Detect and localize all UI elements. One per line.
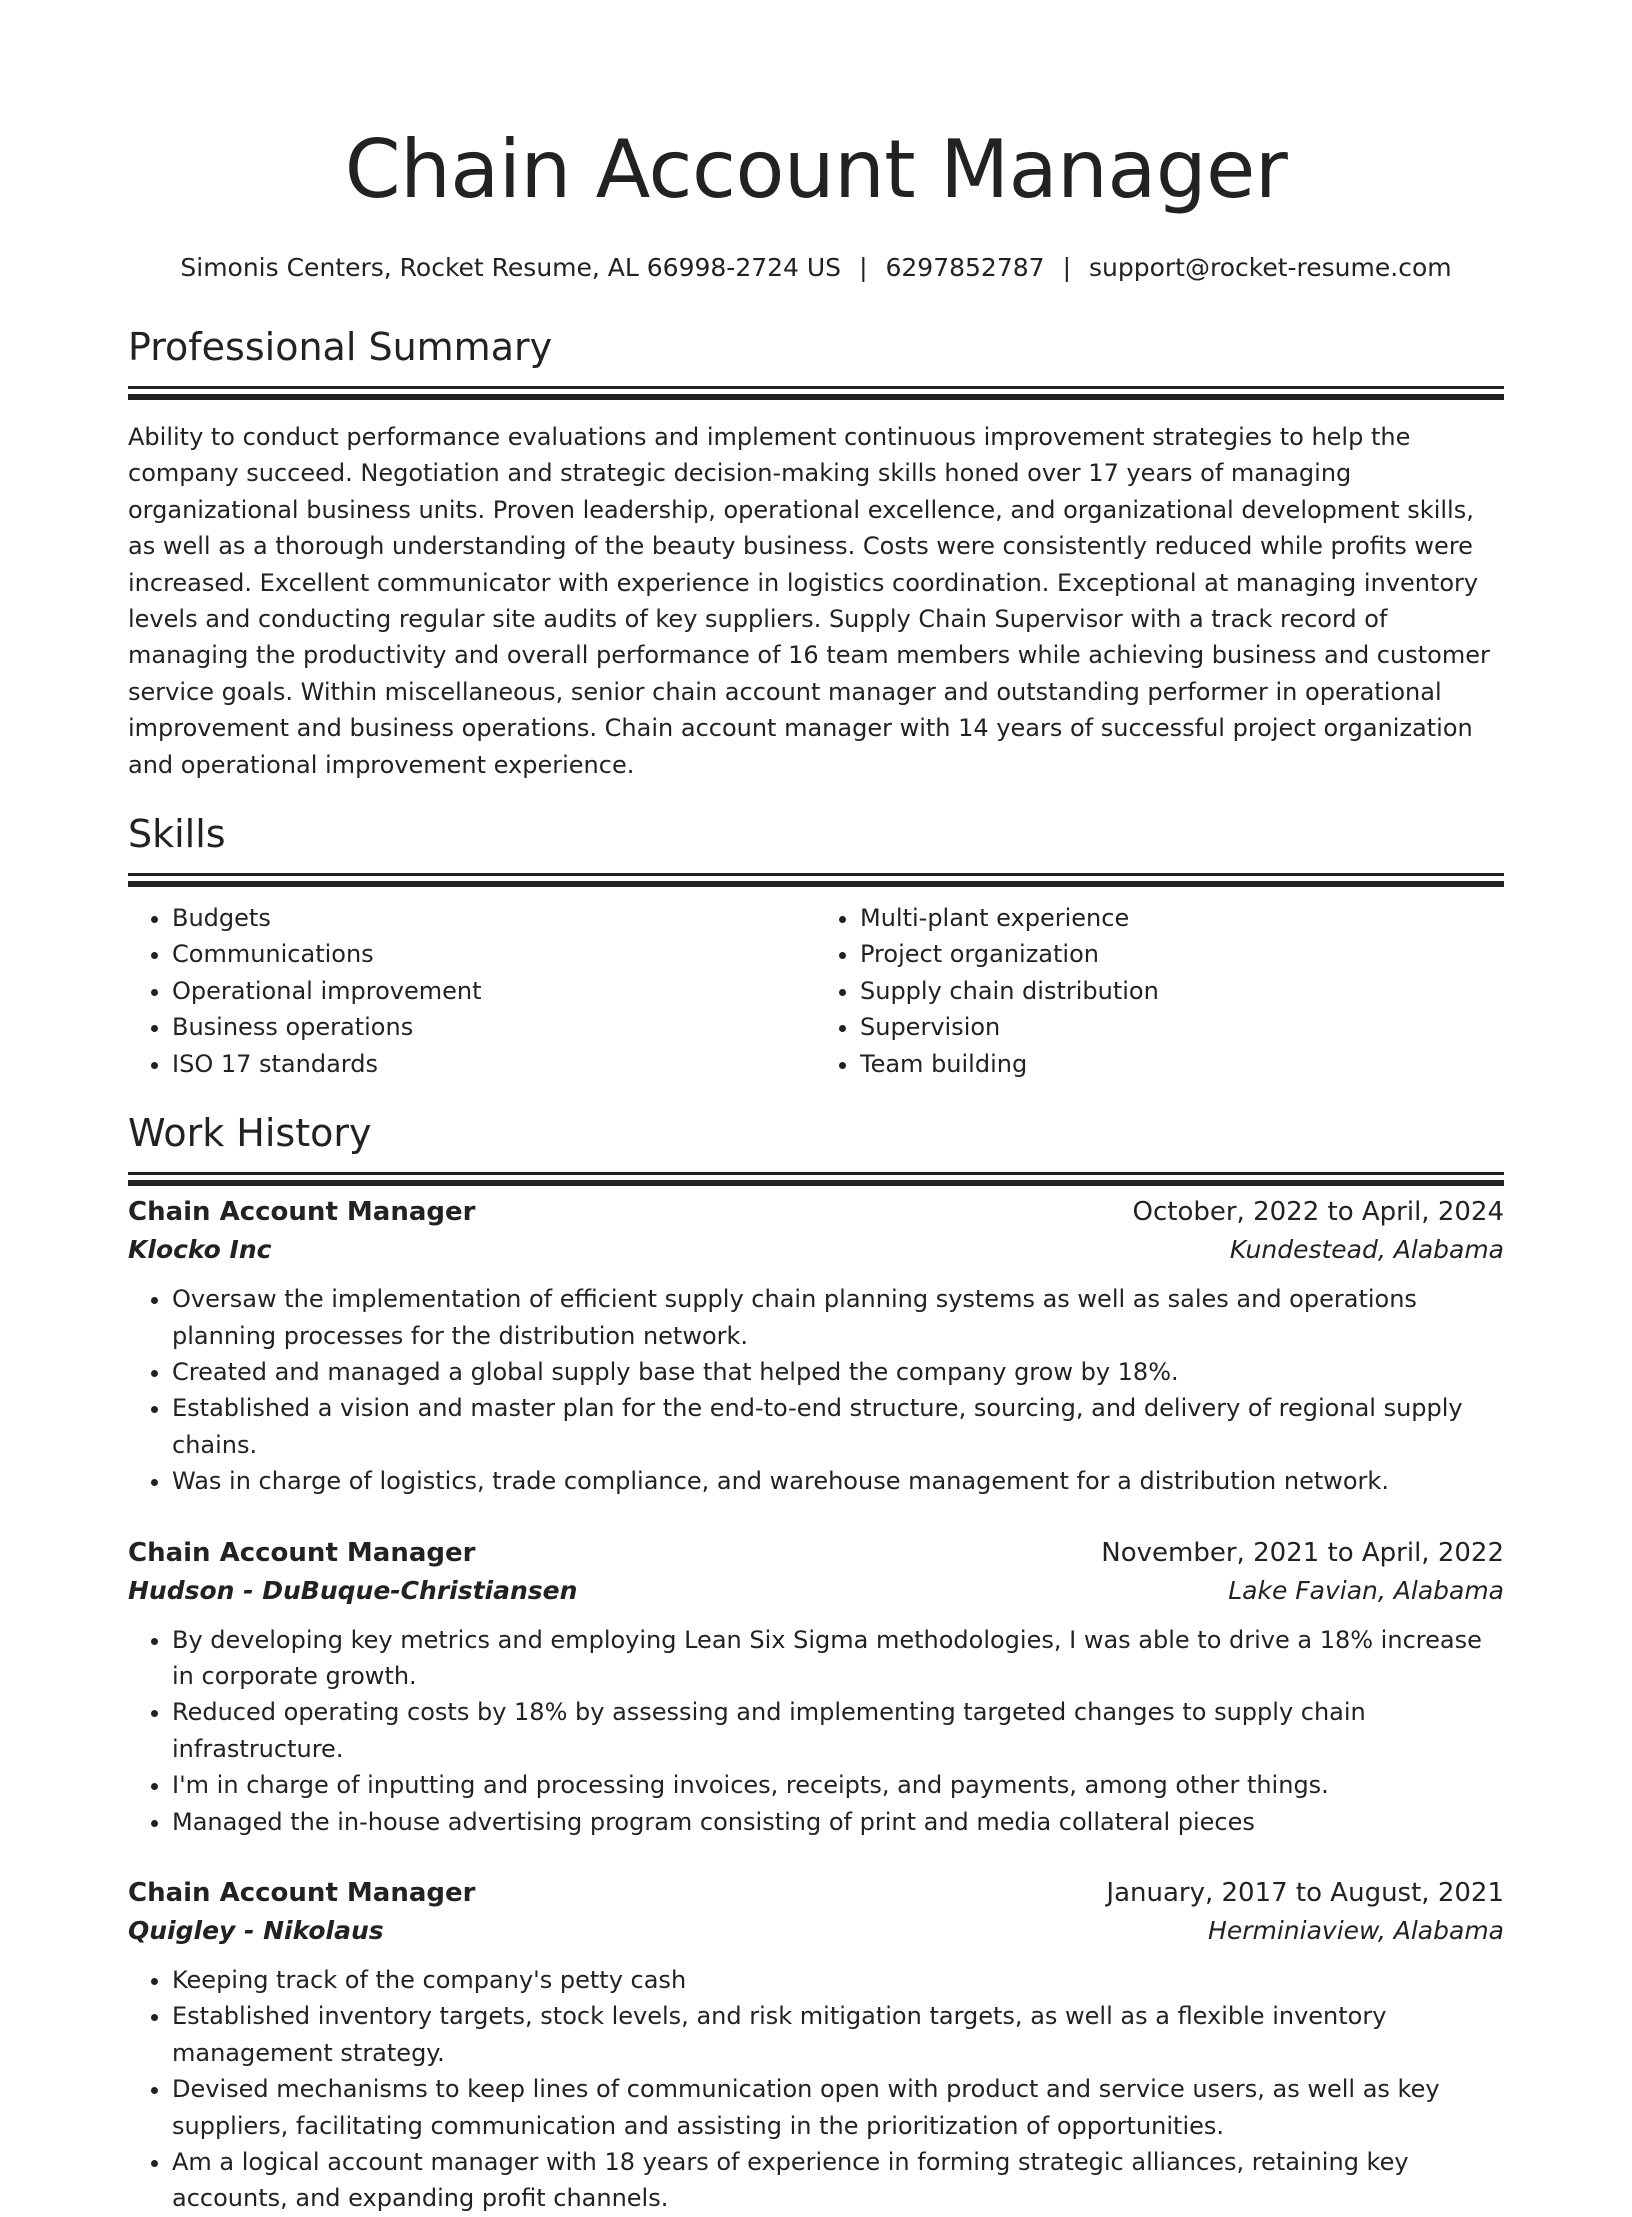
job-entry	[128, 1874, 1504, 2217]
job-company: Quigley - Nikolaus	[128, 1915, 384, 1945]
job-title: Chain Account Manager	[128, 1197, 476, 1228]
skill-item: • Budgets	[172, 900, 816, 936]
job-company-row	[128, 1231, 1504, 1269]
job-header-row	[128, 1534, 1504, 1572]
section-title-skills: Skills	[128, 812, 226, 857]
skill-item: • ISO 17 standards	[172, 1046, 816, 1082]
job-bullet: • Oversaw the implementation of efficient supply chain planning systems as well as sales and operations planning processes for the distribution network.	[172, 1281, 1504, 1354]
job-header-row	[128, 1874, 1504, 1912]
contact-email: support@rocket-resume.com	[1089, 253, 1452, 282]
job-bullet: • Created and managed a global supply base that helped the company grow by 18%.	[172, 1354, 1504, 1390]
job-header-row	[128, 1193, 1504, 1231]
skills-column-left	[128, 900, 816, 1082]
job-company-row	[128, 1912, 1504, 1950]
job-location: Kundestead, Alabama	[1229, 1235, 1504, 1265]
job-bullet: • Managed the in-house advertising program consisting of print and media collateral pieces	[172, 1804, 1504, 1840]
skill-item: • Team building	[860, 1046, 1504, 1082]
skill-item: • Multi-plant experience	[860, 900, 1504, 936]
professional-summary-section	[128, 322, 1504, 783]
resume-name: Chain Account Manager	[344, 123, 1288, 216]
skills-column-right	[816, 900, 1504, 1082]
skill-item: • Supply chain distribution	[860, 973, 1504, 1009]
job-company: Klocko Inc	[128, 1235, 272, 1265]
section-title-summary: Professional Summary	[128, 325, 553, 369]
job-bullets	[128, 1281, 1504, 1499]
job-entry	[128, 1193, 1504, 1499]
section-title-work: Work History	[128, 1111, 372, 1156]
summary-text: Ability to conduct performance evaluations and implement continuous improvement strategies to help the company succeed. Negotiation and strategic decision-making skills honed over 17 years of managing organizational business units. Proven leadership, operational excellence, and organizational development skills, as well as a thorough understanding of the beauty business. Costs were consistently reduced while profits were increased. Excellent communicator with experience in logistics coordination. Exceptional at managing inventory levels and conducting regular site audits of key suppliers. Supply Chain Supervisor with a track record of managing the productivity and overall performance of 16 team members while achieving business and customer service goals. Within miscellaneous, senior chain account manager and outstanding performer in operational improvement and business operations. Chain account manager with 14 years of successful project organization and operational improvement experience.	[128, 423, 1490, 779]
job-bullet: • Was in charge of logistics, trade compliance, and warehouse management for a distribution network.	[172, 1463, 1504, 1499]
job-bullet: • Established a vision and master plan for the end-to-end structure, sourcing, and delivery of regional supply chains.	[172, 1390, 1504, 1463]
contact-address: Simonis Centers, Rocket Resume, AL 66998-2724 US	[180, 253, 842, 282]
contact-line	[128, 250, 1504, 286]
job-entry	[128, 1534, 1504, 1840]
skill-item: • Business operations	[172, 1009, 816, 1045]
contact-separator: |	[1062, 253, 1071, 282]
skill-item: • Communications	[172, 936, 816, 972]
skill-item: • Project organization	[860, 936, 1504, 972]
work-history-section	[128, 1108, 1504, 2217]
job-dates: November, 2021 to April, 2022	[1101, 1537, 1504, 1568]
job-bullet: • I'm in charge of inputting and processing invoices, receipts, and payments, among other things.	[172, 1767, 1504, 1803]
section-divider	[128, 1172, 1504, 1175]
job-location: Lake Favian, Alabama	[1228, 1575, 1504, 1605]
job-company: Hudson - DuBuque-Christiansen	[128, 1575, 578, 1605]
job-dates: October, 2022 to April, 2024	[1132, 1197, 1504, 1228]
section-divider	[128, 873, 1504, 876]
job-location: Herminiaview, Alabama	[1208, 1915, 1504, 1945]
section-divider	[128, 386, 1504, 389]
job-company-row	[128, 1572, 1504, 1610]
skills-grid	[128, 900, 1504, 1082]
job-bullet: • Am a logical account manager with 18 years of experience in forming strategic alliances, retaining key accounts, and expanding profit channels.	[172, 2144, 1504, 2217]
contact-separator: |	[859, 253, 868, 282]
job-title: Chain Account Manager	[128, 1537, 476, 1568]
job-bullet: • Reduced operating costs by 18% by assessing and implementing targeted changes to supply chain infrastructure.	[172, 1694, 1504, 1767]
job-title: Chain Account Manager	[128, 1877, 476, 1908]
job-dates: January, 2017 to August, 2021	[1106, 1877, 1504, 1908]
job-bullet: • Keeping track of the company's petty cash	[172, 1962, 1504, 1998]
skill-item: • Supervision	[860, 1009, 1504, 1045]
job-bullets	[128, 1962, 1504, 2217]
job-bullets	[128, 1622, 1504, 1840]
contact-phone: 6297852787	[885, 253, 1045, 282]
job-bullet: • Devised mechanisms to keep lines of communication open with product and service users, as well as key suppliers, facilitating communication and assisting in the prioritization of opportunities.	[172, 2071, 1504, 2144]
skill-item: • Operational improvement	[172, 973, 816, 1009]
job-bullet: • Established inventory targets, stock levels, and risk mitigation targets, as well as a flexible inventory management strategy.	[172, 1998, 1504, 2071]
skills-section	[128, 809, 1504, 1082]
job-bullet: • By developing key metrics and employing Lean Six Sigma methodologies, I was able to drive a 18% increase in corporate growth.	[172, 1622, 1504, 1695]
